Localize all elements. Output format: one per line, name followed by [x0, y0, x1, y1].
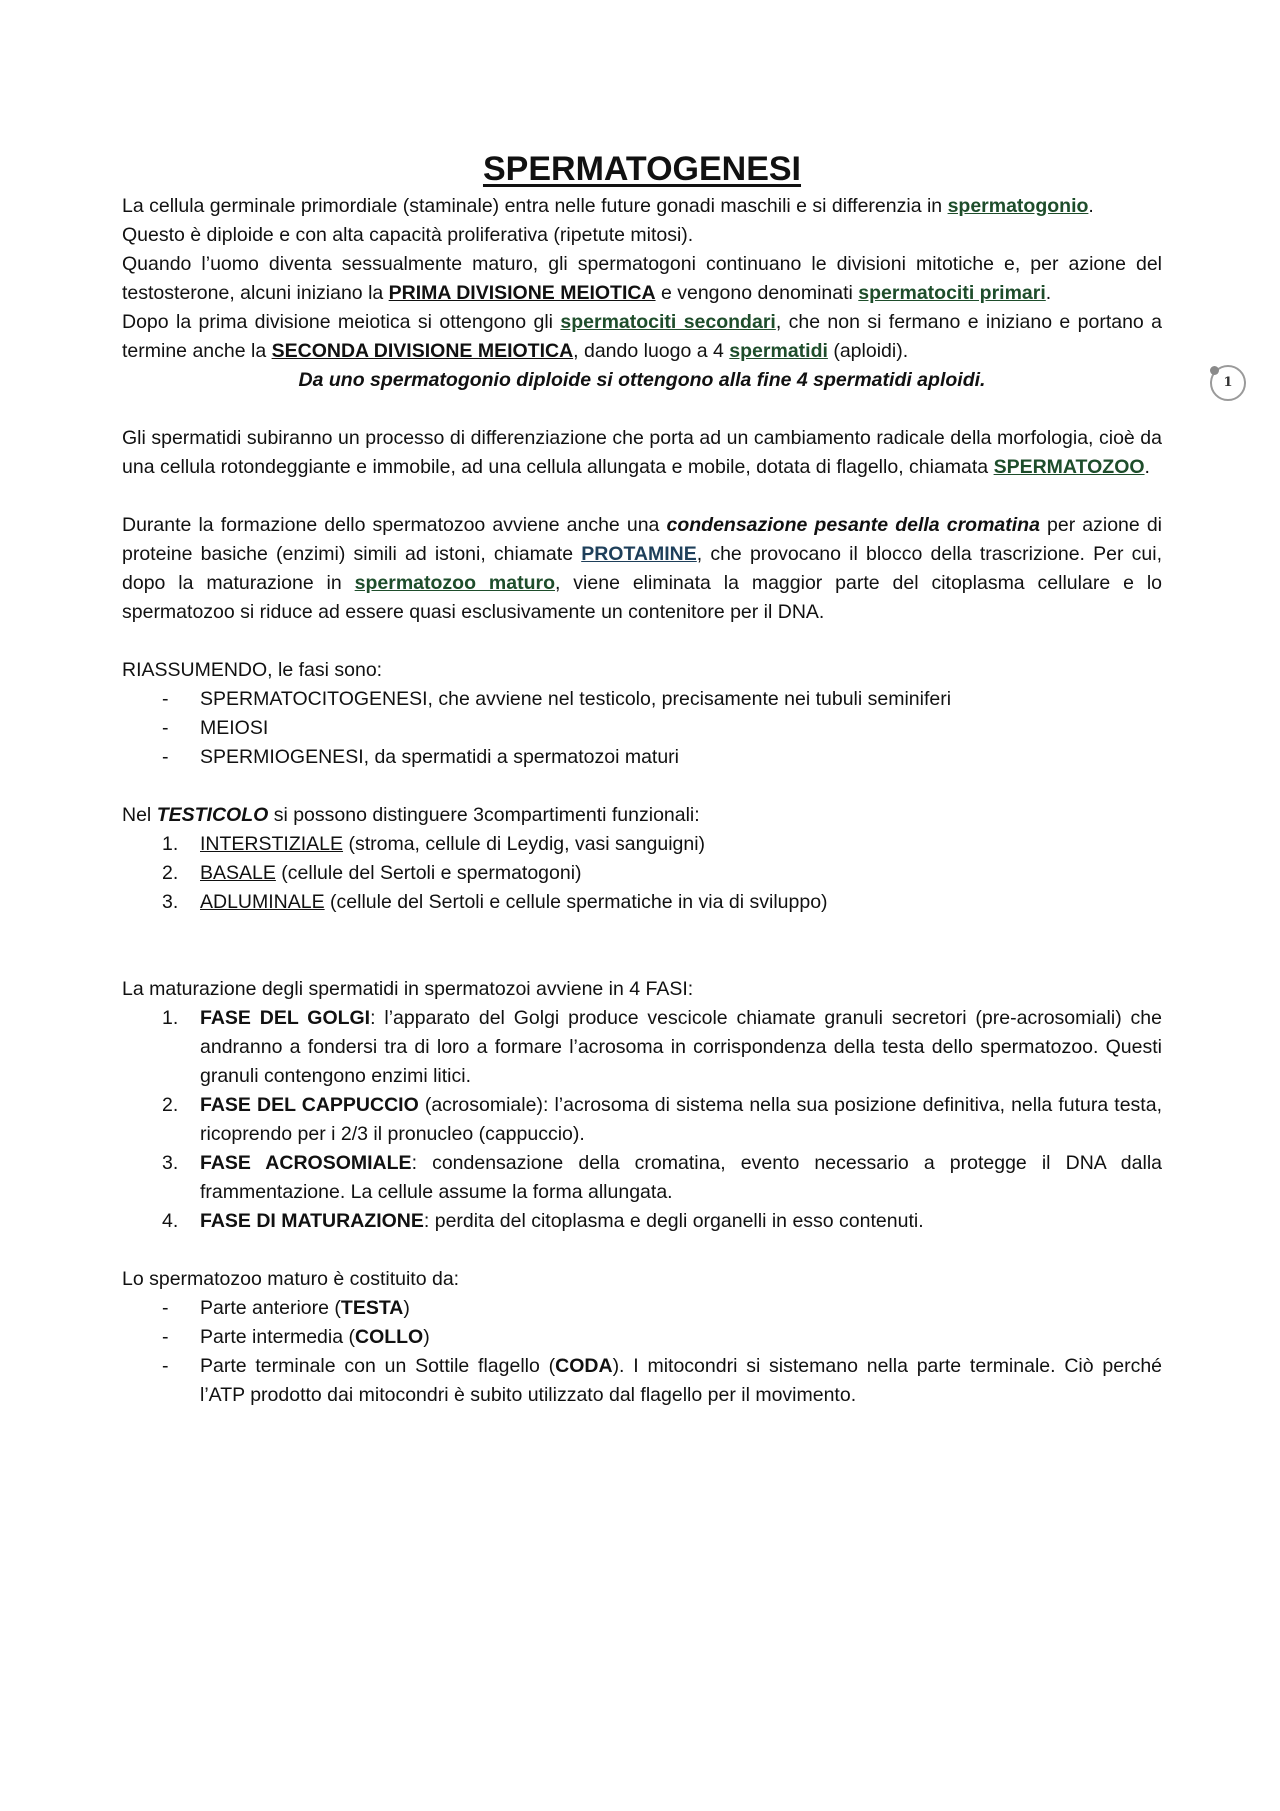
list-item: 1. FASE DEL GOLGI: l’apparato del Golgi produce vescicole chiamate granuli secretori (pre-acrosomiali) che andranno a fondersi tra di loro a formare l’acrosoma in corrispondenza della testa dello spermatozoo. Questi granuli contengono enzimi litici.	[162, 1007, 1162, 1087]
term-second-meiotic-division: SECONDA DIVISIONE MEIOTICA	[271, 340, 574, 362]
term-spermatozoo: SPERMATOZOO	[993, 456, 1145, 478]
paragraph-differentiation: Gli spermatidi subiranno un processo di differenziazione che porta ad un cambiamento radicale della morfologia, cioè da una cellula rotondeggiante e immobile, ad una cellula allungata e mobile, dotata di flagello, chiamata SPERMATOZOO.	[122, 427, 1162, 478]
key-statement: Da uno spermatogonio diploide si ottengono alla fine 4 spermatidi aploidi.	[298, 369, 986, 391]
term-primary-spermatocytes: spermatociti primari	[858, 282, 1046, 304]
list-item: - MEIOSI	[162, 717, 269, 739]
paragraph-condensation: Durante la formazione dello spermatozoo avviene anche una condensazione pesante della cromatina per azione di proteine basiche (enzimi) simili ad istoni, chiamate PROTAMINE, che provocano il blocco della trascrizione. Per cui, dopo la maturazione in spermatozoo maturo, viene eliminata la maggior parte del citoplasma cellulare e lo spermatozoo si riduce ad essere quasi esclusivamente un contenitore per il DNA.	[122, 514, 1163, 623]
term-chromatin-condensation: condensazione pesante della cromatina	[666, 514, 1040, 536]
list-item: - Parte intermedia (COLLO)	[162, 1326, 430, 1348]
list-item: - SPERMATOCITOGENESI, che avviene nel testicolo, precisamente nei tubuli seminiferi	[162, 688, 952, 710]
paragraph-origin: La cellula germinale primordiale (staminale) entra nelle future gonadi maschili e si differenzia in spermatogonio.	[122, 195, 1094, 217]
paragraph-second-meiosis: Dopo la prima divisione meiotica si ottengono gli spermatociti secondari, che non si fermano e iniziano e portano a termine anche la SECONDA DIVISIONE MEIOTICA, dando luogo a 4 spermatidi (aploidi).	[122, 311, 1162, 362]
document-body	[122, 148, 1162, 1410]
list-item: 1. INTERSTIZIALE (stroma, cellule di Leydig, vasi sanguigni)	[162, 833, 706, 855]
term-spermatids: spermatidi	[729, 340, 828, 362]
maturo-intro: Lo spermatozoo maturo è costituito da:	[122, 1268, 460, 1290]
page-number: 1	[1223, 375, 1233, 390]
paragraph-diploid: Questo è diploide e con alta capacità proliferativa (ripetute mitosi).	[122, 224, 694, 246]
term-first-meiotic-division: PRIMA DIVISIONE MEIOTICA	[388, 282, 656, 304]
fasi-intro: La maturazione degli spermatidi in spermatozoi avviene in 4 FASI:	[122, 978, 694, 1000]
compartments-list	[122, 830, 1162, 917]
testicolo-intro: Nel TESTICOLO si possono distinguere 3compartimenti funzionali:	[122, 804, 700, 826]
structure-list	[122, 1294, 1162, 1410]
term-secondary-spermatocytes: spermatociti secondari	[560, 311, 776, 333]
paragraph-first-meiosis: Quando l’uomo diventa sessualmente maturo, gli spermatogoni continuano le divisioni mitotiche e, per azione del testosterone, alcuni iniziano la PRIMA DIVISIONE MEIOTICA e vengono denominati spermatociti primari.	[122, 253, 1162, 304]
phases-list	[122, 1004, 1162, 1236]
list-item: - Parte anteriore (TESTA)	[162, 1297, 410, 1319]
list-item: 4. FASE DI MATURAZIONE: perdita del citoplasma e degli organelli in esso contenuti.	[162, 1210, 924, 1232]
page-title: SPERMATOGENESI	[482, 150, 802, 188]
list-item: 3. ADLUMINALE (cellule del Sertoli e cellule spermatiche in via di sviluppo)	[162, 891, 828, 913]
summary-list	[122, 685, 1162, 772]
list-item: 3. FASE ACROSOMIALE: condensazione della cromatina, evento necessario a protegge il DNA dalla frammentazione. La cellule assume la forma allungata.	[162, 1152, 1163, 1203]
list-item: 2. FASE DEL CAPPUCCIO (acrosomiale): l’acrosoma di sistema nella sua posizione definitiva, nella futura testa, ricoprendo per i 2/3 il pronucleo (cappuccio).	[162, 1094, 1162, 1145]
list-item: - Parte terminale con un Sottile flagello (CODA). I mitocondri si sistemano nella parte terminale. Ciò perché l’ATP prodotto dai mitocondri è subito utilizzato dal flagello per il movimento.	[162, 1355, 1163, 1406]
page-number-badge	[1210, 365, 1246, 401]
term-testicolo: TESTICOLO	[156, 804, 269, 826]
badge-dot-icon	[1210, 366, 1219, 375]
term-spermatogonio: spermatogonio	[947, 195, 1089, 217]
list-item: 2. BASALE (cellule del Sertoli e spermatogoni)	[162, 862, 582, 884]
list-item: - SPERMIOGENESI, da spermatidi a spermatozoi maturi	[162, 746, 679, 768]
term-mature-spermatozoon: spermatozoo maturo	[354, 572, 555, 594]
summary-intro: RIASSUMENDO, le fasi sono:	[122, 659, 383, 681]
term-protamine: PROTAMINE	[581, 543, 697, 565]
